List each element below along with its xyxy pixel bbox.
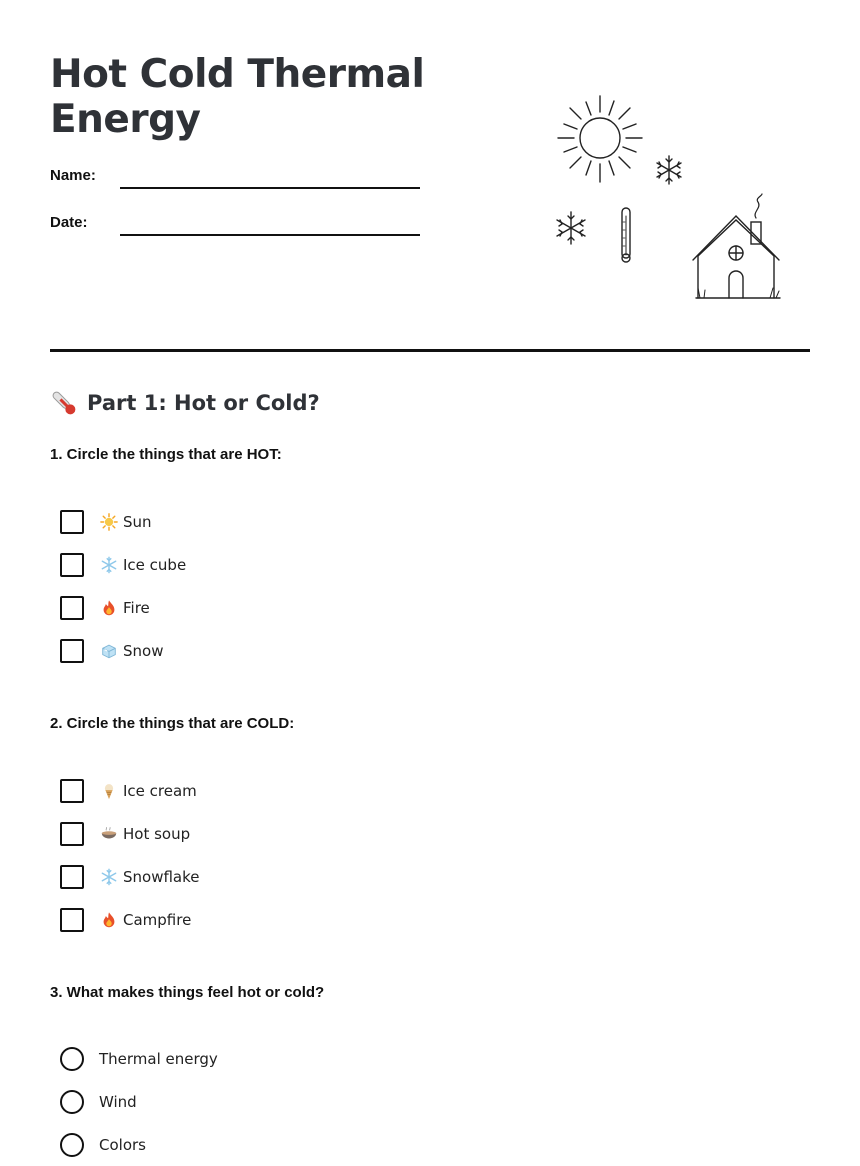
checkbox[interactable] (60, 908, 84, 932)
sun-icon (558, 96, 642, 182)
name-label: Name: (50, 167, 96, 184)
name-line[interactable] (120, 187, 420, 189)
option-snowflake[interactable] (60, 855, 200, 898)
checkbox[interactable] (60, 639, 84, 663)
option-label: Thermal energy (99, 1049, 218, 1068)
date-field[interactable] (50, 214, 420, 244)
option-label: Ice cream (123, 781, 197, 800)
checkbox[interactable] (60, 865, 84, 889)
thermometer-icon (622, 208, 630, 262)
snowflake-icon (557, 212, 585, 244)
weather-illustration (548, 88, 788, 308)
snowflake-icon (657, 156, 681, 184)
option-fire[interactable] (60, 586, 186, 629)
option-sun[interactable] (60, 500, 186, 543)
option-label: Wind (99, 1092, 137, 1111)
question-2: 2. Circle the things that are COLD: (50, 715, 295, 732)
thermometer-icon (50, 388, 78, 418)
ice-cube-emoji-icon (99, 641, 119, 661)
option-label: Campfire (123, 910, 192, 929)
option-wind[interactable] (60, 1080, 218, 1123)
question-2-options (60, 769, 200, 941)
part1-title: Part 1: Hot or Cold? (87, 391, 320, 415)
date-line[interactable] (120, 234, 420, 236)
fire-emoji-icon (99, 910, 119, 930)
option-hot-soup[interactable] (60, 812, 200, 855)
option-label: Snow (123, 641, 164, 660)
option-label: Ice cube (123, 555, 187, 574)
option-label: Colors (99, 1135, 146, 1154)
soup-bowl-emoji-icon (99, 824, 119, 844)
question-3: 3. What makes things feel hot or cold? (50, 984, 325, 1001)
option-colors[interactable] (60, 1123, 218, 1166)
ice-cream-emoji-icon (99, 781, 119, 801)
option-campfire[interactable] (60, 898, 200, 941)
radio-button[interactable] (60, 1090, 84, 1114)
radio-button[interactable] (60, 1047, 84, 1071)
house-icon (693, 194, 780, 298)
option-ice-cube[interactable] (60, 543, 186, 586)
section-divider (50, 349, 810, 352)
option-snow[interactable] (60, 629, 186, 672)
snowflake-emoji-icon (99, 867, 119, 887)
part1-heading (50, 388, 320, 418)
radio-button[interactable] (60, 1133, 84, 1157)
option-label: Hot soup (123, 824, 191, 843)
option-ice-cream[interactable] (60, 769, 200, 812)
question-3-options (60, 1037, 218, 1166)
date-label: Date: (50, 214, 88, 231)
question-1: 1. Circle the things that are HOT: (50, 446, 282, 463)
worksheet-title: Hot Cold Thermal Energy (50, 52, 425, 142)
option-thermal-energy[interactable] (60, 1037, 218, 1080)
checkbox[interactable] (60, 779, 84, 803)
checkbox[interactable] (60, 510, 84, 534)
checkbox[interactable] (60, 822, 84, 846)
name-field[interactable] (50, 167, 420, 197)
option-label: Snowflake (123, 867, 200, 886)
question-1-options (60, 500, 186, 672)
checkbox[interactable] (60, 596, 84, 620)
fire-emoji-icon (99, 598, 119, 618)
option-label: Fire (123, 598, 150, 617)
snowflake-emoji-icon (99, 555, 119, 575)
option-label: Sun (123, 512, 152, 531)
sun-emoji-icon (99, 512, 119, 532)
checkbox[interactable] (60, 553, 84, 577)
